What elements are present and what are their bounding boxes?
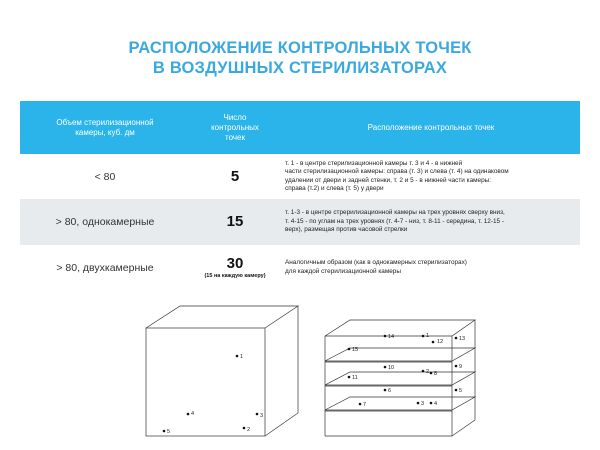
row-count-note: (15 на каждую камеру)	[204, 272, 266, 279]
row-description-line: т. 1-3 - в центре стрерилизационной камеры на трех уровнях сверху вниз,	[285, 209, 505, 217]
small-point-label: 4	[191, 411, 195, 417]
small-point-marker	[236, 355, 239, 358]
header-volume-line-2: камеры, куб. дм	[75, 127, 135, 137]
large-point-label: 5	[459, 388, 463, 394]
large-point-label: 10	[388, 365, 395, 371]
large-point-marker	[430, 402, 433, 405]
header-location-text: Расположение контрольных точек	[367, 122, 495, 132]
cube-side-face	[265, 306, 298, 436]
row-description-line: справа (т.2) и слева (т. 5) у двери	[285, 184, 384, 192]
row-volume: > 80, двухкамерные	[56, 261, 154, 274]
row-description-line: для каждой стерилизационной камеры	[285, 267, 401, 275]
large-point-label: 9	[459, 364, 463, 370]
large-point-marker	[384, 366, 387, 369]
header-count-line-1: Число	[223, 112, 247, 122]
large-point-label: 7	[363, 402, 367, 408]
small-point-label: 1	[240, 354, 244, 360]
large-point-label: 4	[434, 401, 438, 407]
large-point-marker	[430, 372, 433, 375]
large-point-marker	[384, 389, 387, 392]
large-point-marker	[422, 370, 425, 373]
header-count-line-2: контрольных	[211, 122, 259, 132]
large-point-label: 1	[426, 333, 430, 339]
cube-front-face	[146, 328, 265, 436]
large-point-marker	[422, 335, 425, 338]
large-point-marker	[348, 376, 351, 379]
large-point-marker	[432, 341, 435, 344]
large-point-marker	[359, 403, 362, 406]
row-volume: < 80	[94, 170, 116, 183]
small-point-marker	[163, 430, 166, 433]
large-point-label: 8	[434, 371, 438, 377]
row-count: 5	[230, 167, 240, 185]
shelf-middle-top	[325, 348, 475, 361]
large-point-marker	[455, 365, 458, 368]
shelf-top	[325, 320, 475, 336]
diagram-large-chamber	[325, 320, 475, 436]
shelf-bottom	[325, 397, 475, 410]
small-point-marker	[256, 413, 259, 416]
row-description-line: части стерилизационной камеры: справа (т. 3) и слева (т. 4) на одинаковом	[285, 168, 509, 176]
small-point-label: 3	[260, 413, 264, 419]
small-point-label: 2	[247, 427, 251, 433]
large-point-marker	[384, 335, 387, 338]
large-point-label: 14	[388, 334, 395, 340]
large-point-label: 2	[426, 369, 430, 375]
row-description-line: Аналогичным образом (как в однокамерных стерилизаторах)	[285, 259, 467, 267]
small-point-marker	[187, 413, 190, 416]
title-line-2: В ВОЗДУШНЫХ СТЕРИЛИЗАТОРАХ	[152, 59, 448, 77]
row-count: 15	[226, 213, 244, 230]
header-count-line-3: точек	[225, 132, 245, 142]
large-point-label: 13	[459, 336, 466, 342]
large-point-marker	[455, 337, 458, 340]
diagram-small-chamber	[146, 306, 298, 436]
large-point-marker	[455, 389, 458, 392]
cube-top-face	[146, 306, 298, 328]
large-point-label: 15	[352, 347, 359, 353]
row-volume: > 80, однокамерные	[55, 216, 155, 228]
title-line-1: РАСПОЛОЖЕНИЕ КОНТРОЛЬНЫХ ТОЧЕК	[128, 39, 472, 57]
side-bottom-edge	[452, 420, 475, 436]
row-description-line: т. 1 - в центре стерилизационной камеры т. 3 и 4 - в нижней	[285, 159, 463, 167]
large-point-label: 12	[437, 339, 444, 345]
row-description-line: удалении от двери и задней стенки, т. 2 и 5 - в нижней части камеры:	[285, 176, 492, 184]
header-volume-line-1: Объем стерилизационной	[56, 117, 154, 127]
row-description-line: т. 4-15 - по углам на трех уровнях (т. 4-7 - низ, т. 8-11 - середина, т. 12-15 -	[285, 217, 505, 225]
small-point-marker	[243, 427, 246, 430]
diagram-small-points	[163, 354, 263, 435]
large-point-label: 11	[352, 375, 358, 381]
large-point-label: 3	[421, 401, 425, 407]
row-count: 30	[226, 254, 244, 272]
large-point-marker	[417, 402, 420, 405]
small-point-label: 5	[167, 429, 171, 435]
shelf-middle-bottom	[325, 372, 475, 385]
large-point-marker	[348, 348, 351, 351]
row-description-line: верх), размещая против часовой стрелки	[285, 226, 408, 234]
large-point-label: 6	[388, 388, 392, 394]
